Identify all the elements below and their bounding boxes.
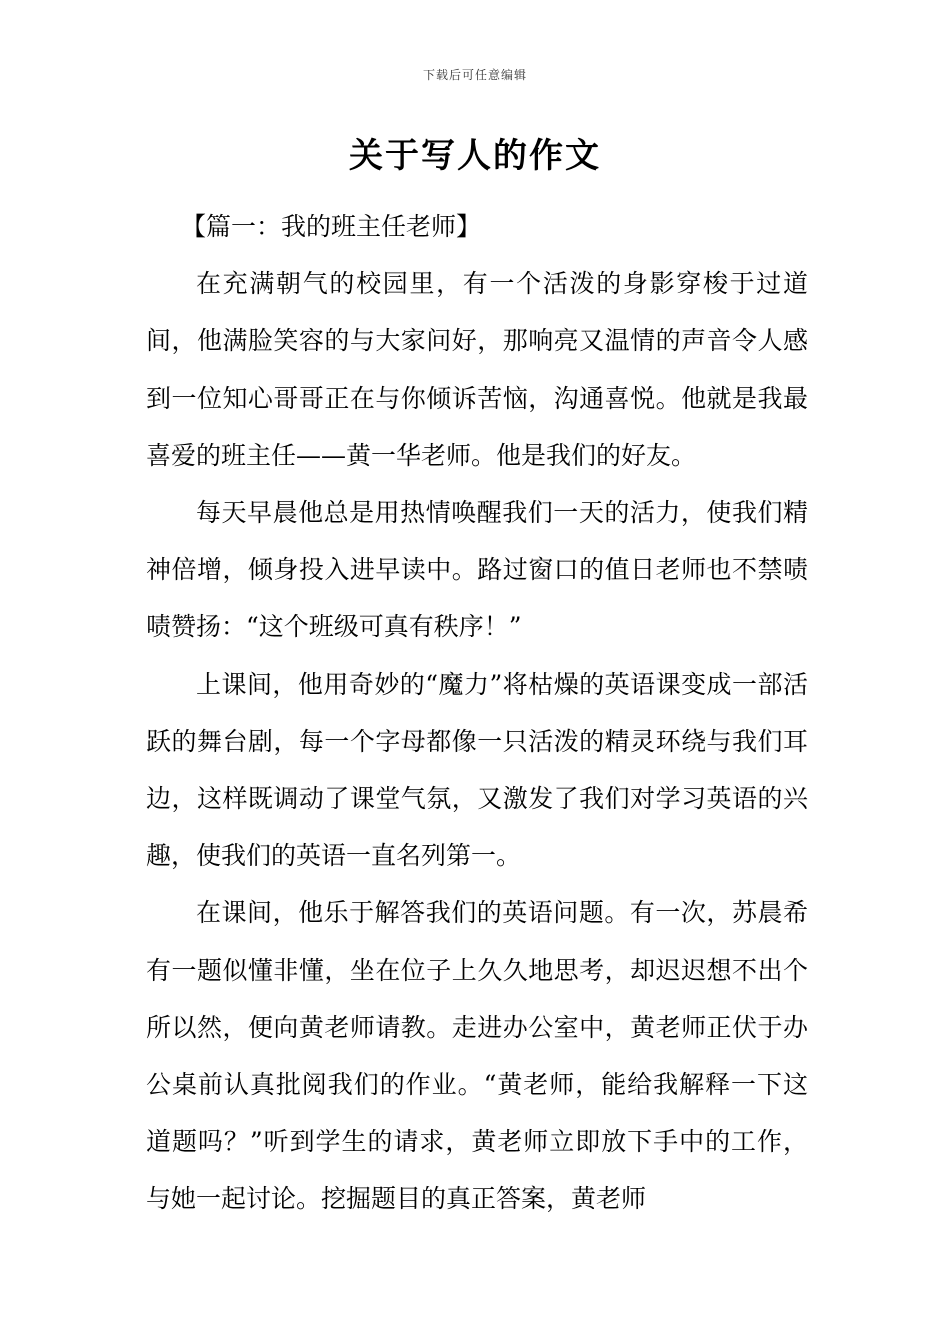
header-note: 下载后可任意编辑 (422, 68, 527, 82)
document-title: 关于写人的作文 (349, 136, 601, 176)
paragraph: 每天早晨他总是用热情唤醒我们一天的活力，使我们精神倍增，倾身投入进早读中。路过窗口的值日老师也不禁啧啧赞扬：“这个班级可真有秩序！” (146, 498, 808, 642)
section-heading: 【篇一：我的班主任老师】 (181, 212, 482, 241)
paragraph: 在课间，他乐于解答我们的英语问题。有一次，苏晨希有一题似懂非懂，坐在位子上久久地思考，却迟迟想不出个所以然，便向黄老师请教。走进办公室中，黄老师正伏于办公桌前认真批阅我们的作业。“黄老师，能给我解释一下这道题吗？”听到学生的请求，黄老师立即放下手中的工作，与她一起讨论。挖掘题目的真正答案，黄老师 (146, 898, 808, 1214)
document-body (146, 198, 808, 1228)
paragraph: 在充满朝气的校园里，有一个活泼的身影穿梭于过道间，他满脸笑容的与大家问好，那响亮又温情的声音令人感到一位知心哥哥正在与你倾诉苦恼，沟通喜悦。他就是我最喜爱的班主任——黄一华老师。他是我们的好友。 (146, 269, 808, 470)
paragraph: 上课间，他用奇妙的“魔力”将枯燥的英语课变成一部活跃的舞台剧，每一个字母都像一只活泼的精灵环绕与我们耳边，这样既调动了课堂气氛，又激发了我们对学习英语的兴趣，使我们的英语一直名列第一。 (146, 669, 808, 871)
